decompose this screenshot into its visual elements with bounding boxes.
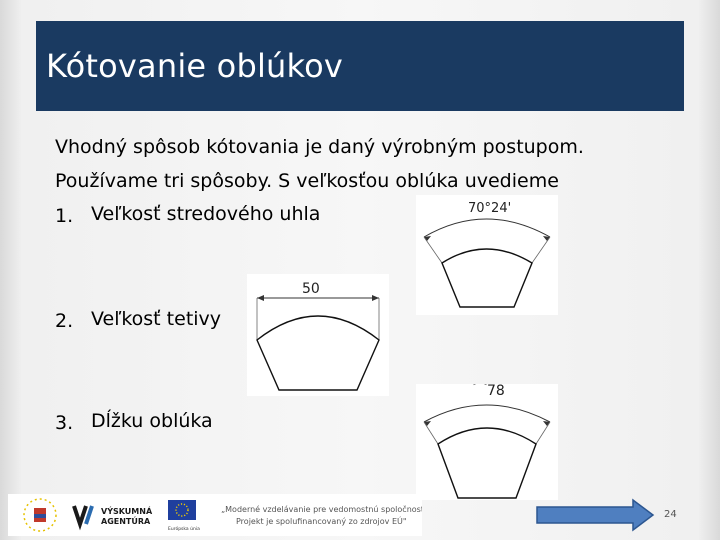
ring-of-stars-logo [24,499,56,531]
arc-segment-shape [257,316,379,390]
list-number-1: 1. [55,205,74,227]
figure-angle-dimension [416,195,558,315]
angle-dimension-arc [424,219,550,237]
dimension-arrowheads [424,236,550,241]
list-item-chord: Veľkosť tetivy [91,308,222,330]
dimension-arrowheads [424,421,550,426]
title-bar [36,21,684,111]
eu-label: Európska únia [168,527,200,532]
list-item-arc: Dĺžku oblúka [91,410,213,432]
chord-label: 50 [302,281,320,297]
agency-name-line2: AGENTÚRA [101,517,151,526]
arc-length-label: ⌒78 [473,384,505,399]
figure-arc-length-dimension [416,384,558,500]
next-slide-arrow[interactable] [535,498,655,532]
arc-segment-shape [438,428,536,498]
angle-label: 70°24' [468,201,512,216]
arc-segment-shape [442,249,532,307]
arrow-right-icon[interactable] [537,500,653,530]
project-text-line2: Projekt je spolufinancovaný zo zdrojov EÚ" [236,517,407,526]
eu-flag-icon [168,500,196,520]
agency-logo [74,506,92,524]
arc-dimension-line [424,405,550,422]
body-line-2: Používame tri spôsoby. S veľkosťou oblúka uvedieme [55,170,559,192]
list-number-3: 3. [55,412,74,434]
project-text-line1: „Moderné vzdelávanie pre vedomostnú spoločnosť [221,505,422,514]
page-number: 24 [664,509,677,520]
body-line-1: Vhodný spôsob kótovania je daný výrobným postupom. [55,136,584,158]
list-item-angle: Veľkosť stredového uhla [91,203,321,225]
footer-logos [8,494,422,536]
figure-chord-dimension [247,274,389,396]
list-number-2: 2. [55,310,74,332]
agency-name-line1: VÝSKUMNÁ [101,507,153,516]
slide-title: Kótovanie oblúkov [46,47,344,85]
